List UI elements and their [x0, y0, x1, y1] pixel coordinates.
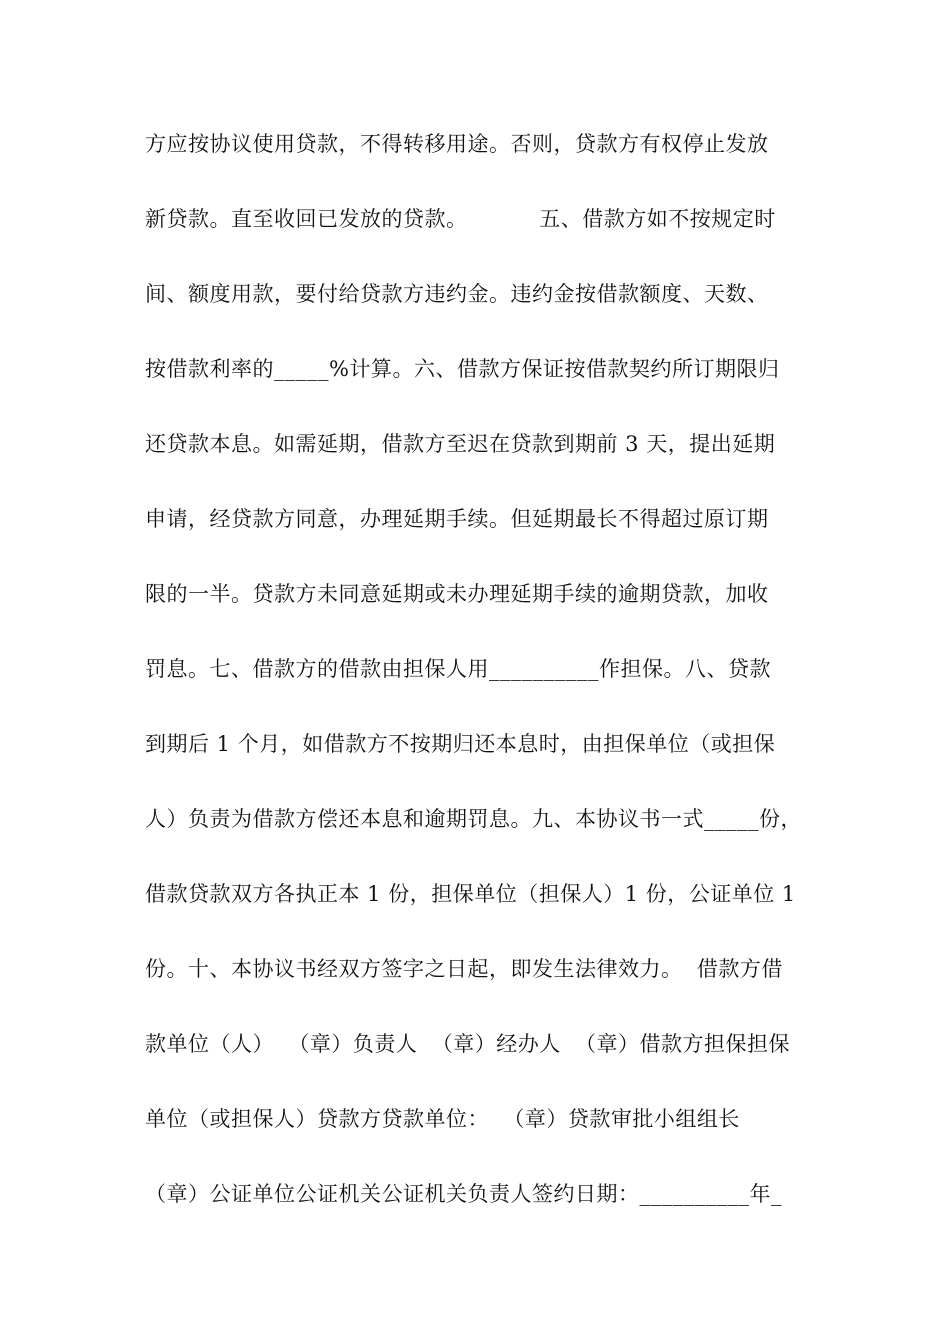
text-line: 到期后 1 个月，如借款方不按期归还本息时，由担保单位（或担保 [145, 732, 776, 756]
text-line: 间、额度用款，要付给贷款方违约金。违约金按借款额度、天数、 [145, 282, 769, 306]
text-line: 借款贷款双方各执正本 1 份，担保单位（担保人）1 份，公证单位 1 [145, 882, 796, 906]
agreement-body-text [145, 124, 825, 1249]
text-line: 限的一半。贷款方未同意延期或未办理延期手续的逾期贷款，加收 [145, 582, 769, 606]
text-line: 按借款利率的_____%计算。六、借款方保证按借款契约所订期限归 [145, 357, 780, 381]
text-line: 新贷款。直至收回已发放的贷款。 五、借款方如不按规定时 [145, 207, 776, 231]
text-line: 单位（或担保人）贷款方贷款单位： （章）贷款审批小组组长 [145, 1107, 740, 1131]
text-line: 还贷款本息。如需延期，借款方至迟在贷款到期前 3 天，提出延期 [145, 432, 776, 456]
text-line: 人）负责为借款方偿还本息和逾期罚息。九、本协议书一式_____份， [145, 807, 802, 831]
text-line: 申请，经贷款方同意，办理延期手续。但延期最长不得超过原订期 [145, 507, 769, 531]
text-line: 罚息。七、借款方的借款由担保人用__________作担保。八、贷款 [145, 657, 771, 681]
text-line: 份。十、本协议书经双方签字之日起，即发生法律效力。 借款方借 [145, 957, 783, 981]
text-line: （章）公证单位公证机关公证机关负责人签约日期：__________年_ [145, 1182, 782, 1206]
text-line: 款单位（人） （章）负责人 （章）经办人 （章）借款方担保担保 [145, 1032, 791, 1056]
text-line: 方应按协议使用贷款，不得转移用途。否则，贷款方有权停止发放 [145, 132, 769, 156]
